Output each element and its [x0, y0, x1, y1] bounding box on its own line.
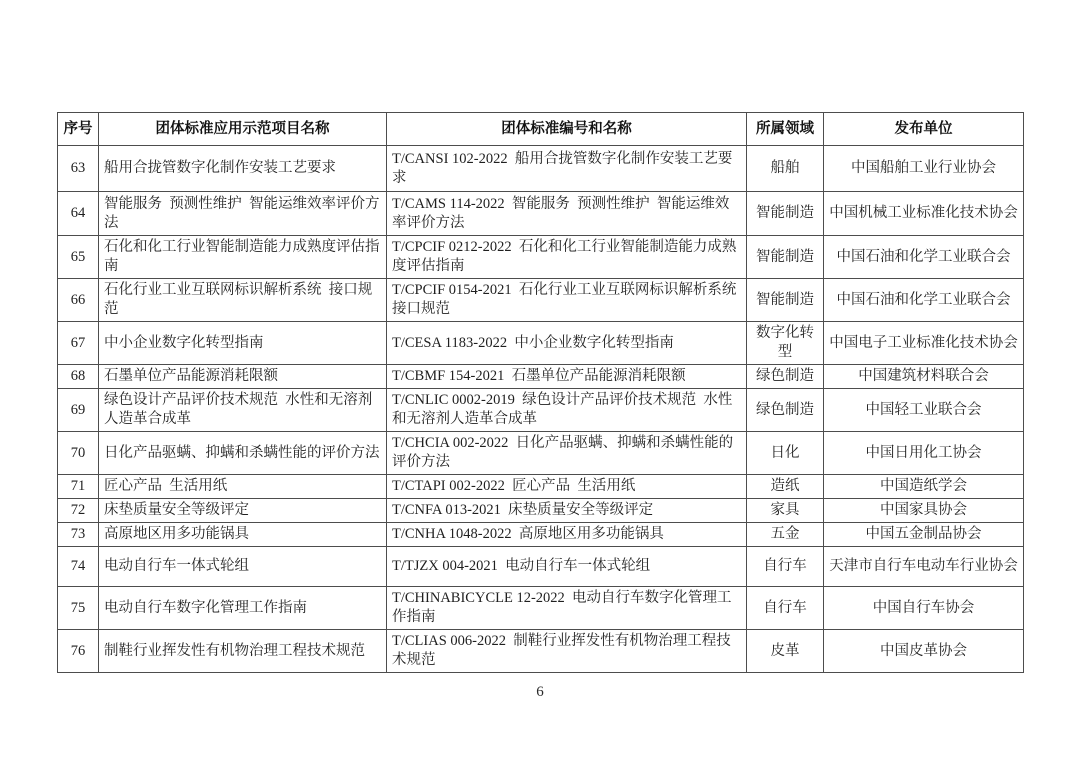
table-row	[58, 192, 1024, 236]
header-standard-name: 团体标准编号和名称	[387, 113, 747, 146]
cell-standard: T/CBMF 154-2021 石墨单位产品能源消耗限额	[387, 365, 747, 389]
cell-standard: T/CHCIA 002-2022 日化产品驱螨、抑螨和杀螨性能的评价方法	[387, 432, 747, 475]
cell-standard: T/CESA 1183-2022 中小企业数字化转型指南	[387, 322, 747, 365]
cell-standard: T/CTAPI 002-2022 匠心产品 生活用纸	[387, 475, 747, 499]
cell-field: 船舶	[747, 146, 824, 192]
header-field: 所属领域	[747, 113, 824, 146]
table-row	[58, 587, 1024, 630]
table-row	[58, 236, 1024, 279]
cell-field: 智能制造	[747, 279, 824, 322]
table-row	[58, 146, 1024, 192]
cell-standard: T/CNFA 013-2021 床垫质量安全等级评定	[387, 499, 747, 523]
cell-field: 造纸	[747, 475, 824, 499]
header-publisher: 发布单位	[824, 113, 1024, 146]
cell-project-name: 电动自行车数字化管理工作指南	[99, 587, 387, 630]
cell-field: 智能制造	[747, 192, 824, 236]
cell-project-name: 绿色设计产品评价技术规范 水性和无溶剂人造革合成革	[99, 389, 387, 432]
cell-field: 日化	[747, 432, 824, 475]
cell-field: 自行车	[747, 547, 824, 587]
cell-project-name: 石化行业工业互联网标识解析系统 接口规范	[99, 279, 387, 322]
cell-publisher: 中国造纸学会	[824, 475, 1024, 499]
header-serial: 序号	[58, 113, 99, 146]
table-row	[58, 523, 1024, 547]
cell-field: 绿色制造	[747, 365, 824, 389]
table-row	[58, 432, 1024, 475]
table-row	[58, 322, 1024, 365]
page-number: 6	[536, 684, 544, 700]
table-row	[58, 630, 1024, 673]
cell-project-name: 中小企业数字化转型指南	[99, 322, 387, 365]
cell-standard: T/CNLIC 0002-2019 绿色设计产品评价技术规范 水性和无溶剂人造革合成革	[387, 389, 747, 432]
cell-serial: 67	[58, 322, 99, 365]
cell-project-name: 匠心产品 生活用纸	[99, 475, 387, 499]
table-row	[58, 499, 1024, 523]
cell-publisher: 中国五金制品协会	[824, 523, 1024, 547]
cell-standard: T/CAMS 114-2022 智能服务 预测性维护 智能运维效率评价方法	[387, 192, 747, 236]
cell-serial: 75	[58, 587, 99, 630]
cell-project-name: 石墨单位产品能源消耗限额	[99, 365, 387, 389]
cell-serial: 76	[58, 630, 99, 673]
cell-project-name: 制鞋行业挥发性有机物治理工程技术规范	[99, 630, 387, 673]
cell-project-name: 智能服务 预测性维护 智能运维效率评价方法	[99, 192, 387, 236]
header-project-name: 团体标准应用示范项目名称	[99, 113, 387, 146]
cell-field: 五金	[747, 523, 824, 547]
cell-serial: 65	[58, 236, 99, 279]
cell-publisher: 中国轻工业联合会	[824, 389, 1024, 432]
cell-publisher: 中国电子工业标准化技术协会	[824, 322, 1024, 365]
cell-publisher: 天津市自行车电动车行业协会	[824, 547, 1024, 587]
cell-field: 皮革	[747, 630, 824, 673]
table-row	[58, 475, 1024, 499]
cell-serial: 64	[58, 192, 99, 236]
cell-serial: 71	[58, 475, 99, 499]
cell-project-name: 日化产品驱螨、抑螨和杀螨性能的评价方法	[99, 432, 387, 475]
cell-publisher: 中国日用化工协会	[824, 432, 1024, 475]
cell-publisher: 中国建筑材料联合会	[824, 365, 1024, 389]
cell-project-name: 高原地区用多功能锅具	[99, 523, 387, 547]
cell-standard: T/CHINABICYCLE 12-2022 电动自行车数字化管理工作指南	[387, 587, 747, 630]
cell-publisher: 中国石油和化学工业联合会	[824, 279, 1024, 322]
cell-standard: T/CPCIF 0154-2021 石化行业工业互联网标识解析系统 接口规范	[387, 279, 747, 322]
cell-publisher: 中国皮革协会	[824, 630, 1024, 673]
cell-standard: T/CANSI 102-2022 船用合拢管数字化制作安装工艺要求	[387, 146, 747, 192]
cell-serial: 72	[58, 499, 99, 523]
cell-project-name: 船用合拢管数字化制作安装工艺要求	[99, 146, 387, 192]
cell-standard: T/CLIAS 006-2022 制鞋行业挥发性有机物治理工程技术规范	[387, 630, 747, 673]
cell-serial: 68	[58, 365, 99, 389]
cell-standard: T/CPCIF 0212-2022 石化和化工行业智能制造能力成熟度评估指南	[387, 236, 747, 279]
table-row	[58, 389, 1024, 432]
standards-table	[57, 112, 1024, 673]
cell-project-name: 石化和化工行业智能制造能力成熟度评估指南	[99, 236, 387, 279]
cell-project-name: 床垫质量安全等级评定	[99, 499, 387, 523]
cell-publisher: 中国石油和化学工业联合会	[824, 236, 1024, 279]
cell-serial: 66	[58, 279, 99, 322]
cell-publisher: 中国机械工业标准化技术协会	[824, 192, 1024, 236]
cell-publisher: 中国自行车协会	[824, 587, 1024, 630]
cell-standard: T/CNHA 1048-2022 高原地区用多功能锅具	[387, 523, 747, 547]
cell-project-name: 电动自行车一体式轮组	[99, 547, 387, 587]
cell-serial: 69	[58, 389, 99, 432]
table-header-row	[58, 113, 1024, 146]
cell-field: 绿色制造	[747, 389, 824, 432]
cell-field: 家具	[747, 499, 824, 523]
cell-serial: 63	[58, 146, 99, 192]
cell-serial: 73	[58, 523, 99, 547]
cell-field: 数字化转型	[747, 322, 824, 365]
cell-publisher: 中国家具协会	[824, 499, 1024, 523]
cell-standard: T/TJZX 004-2021 电动自行车一体式轮组	[387, 547, 747, 587]
cell-field: 智能制造	[747, 236, 824, 279]
table-row	[58, 279, 1024, 322]
cell-field: 自行车	[747, 587, 824, 630]
cell-publisher: 中国船舶工业行业协会	[824, 146, 1024, 192]
table-row	[58, 547, 1024, 587]
cell-serial: 74	[58, 547, 99, 587]
cell-serial: 70	[58, 432, 99, 475]
table-row	[58, 365, 1024, 389]
